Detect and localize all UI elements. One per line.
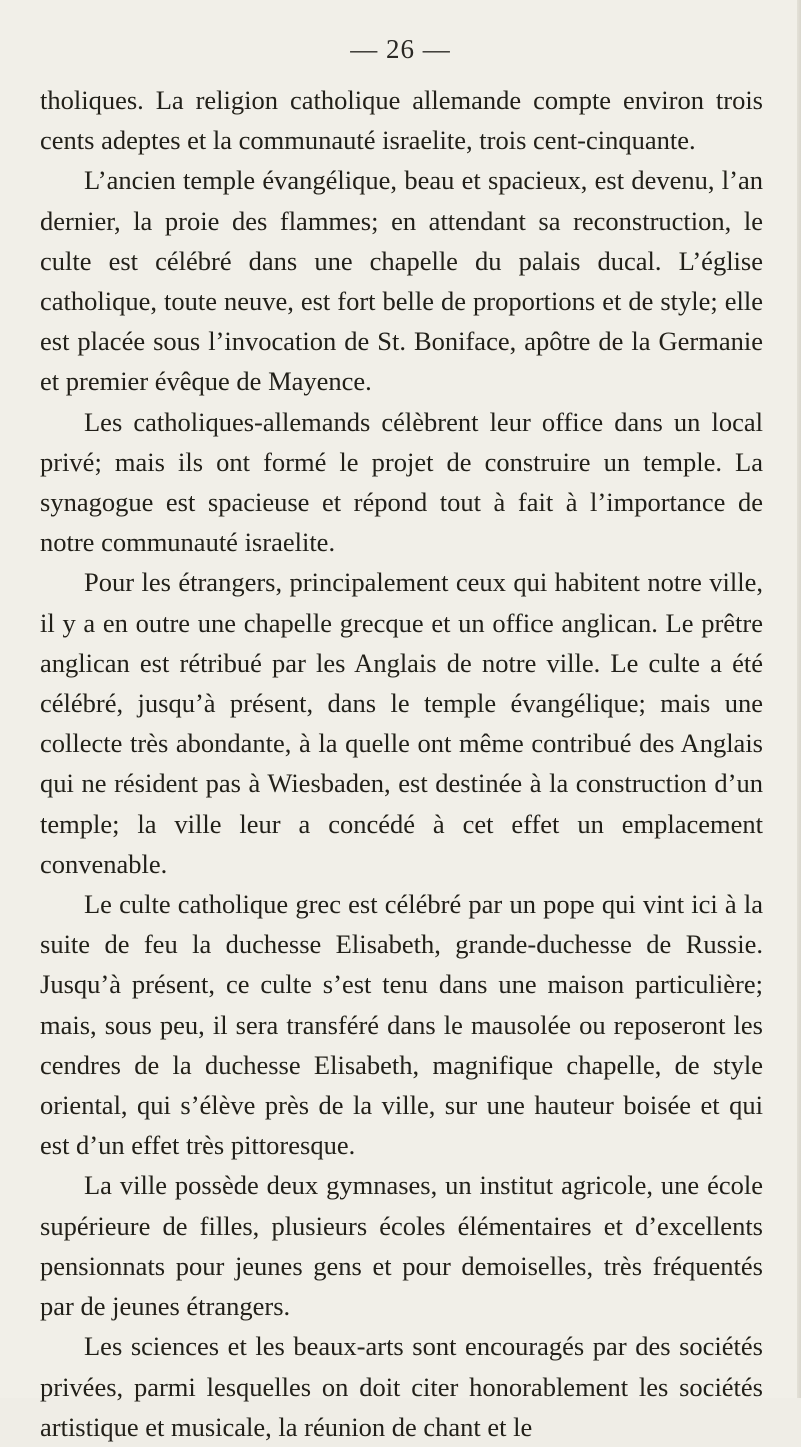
paragraph-etrangers: Pour les étrangers, principalement ceux qui habitent notre ville, il y a en outre une chapelle grecque et un office anglican. Le prêtre anglican est rétribué par les Anglais de notre ville. Le culte a été célébré, jusqu’à présent, dans le temple évangélique; mais une collecte très abondante, à la quelle ont même contribué des Anglais qui ne résident pas à Wiesbaden, est destinée à la construction d’un temple; la ville leur a concédé à cet effet un emplacement convenable. (40, 567, 763, 879)
paragraph-culte-grec: Le culte catholique grec est célébré par un pope qui vint ici à la suite de feu la duchesse Elisabeth, grande-duchesse de Russie. Jusqu’à présent, ce culte s’est tenu dans une maison particulière; mais, sous peu, il sera transféré dans le mausolée ou reposeront les cendres de la duchesse Elisabeth, magnifique chapelle, de style oriental, qui s’élève près de la ville, sur une hauteur boisée et qui est d’un effet très pittoresque. (40, 889, 763, 1161)
paragraph-catholiques-allemands: Les catholiques-allemands célèbrent leur office dans un local privé; mais ils ont formé le projet de construire un temple. La synagogue est spacieuse et répond tout à fait à l’importance de notre communauté israelite. (40, 406, 763, 558)
paragraph-sciences-arts: Les sciences et les beaux-arts sont encouragés par des sociétés privées, parmi lesquelles on doit citer honorablement les sociétés artistique et musicale, la réunion de chant et le (40, 1331, 763, 1442)
page-edge-shadow (797, 0, 801, 1398)
paragraph-ecoles: La ville possède deux gymnases, un institut agricole, une école supérieure de filles, plusieurs écoles élémentaires et d’excellents pensionnats pour jeunes gens et pour demoiselles, très fréquentés par de jeunes étrangers. (40, 1170, 763, 1322)
body-text (40, 80, 763, 1447)
paragraph-temple-evangelique: L’ancien temple évangélique, beau et spacieux, est devenu, l’an dernier, la proie des flammes; en attendant sa reconstruction, le culte est célébré dans une chapelle du palais ducal. L’église catholique, toute neuve, est fort belle de proportions et de style; elle est placée sous l’invocation de St. Boniface, apôtre de la Germanie et premier évêque de Mayence. (40, 165, 763, 397)
paragraph-continuation: tholiques. La religion catholique allemande compte environ trois cents adeptes et la communauté israelite, trois cent-cinquante. (40, 85, 763, 156)
page-number: — 26 — (350, 34, 451, 64)
